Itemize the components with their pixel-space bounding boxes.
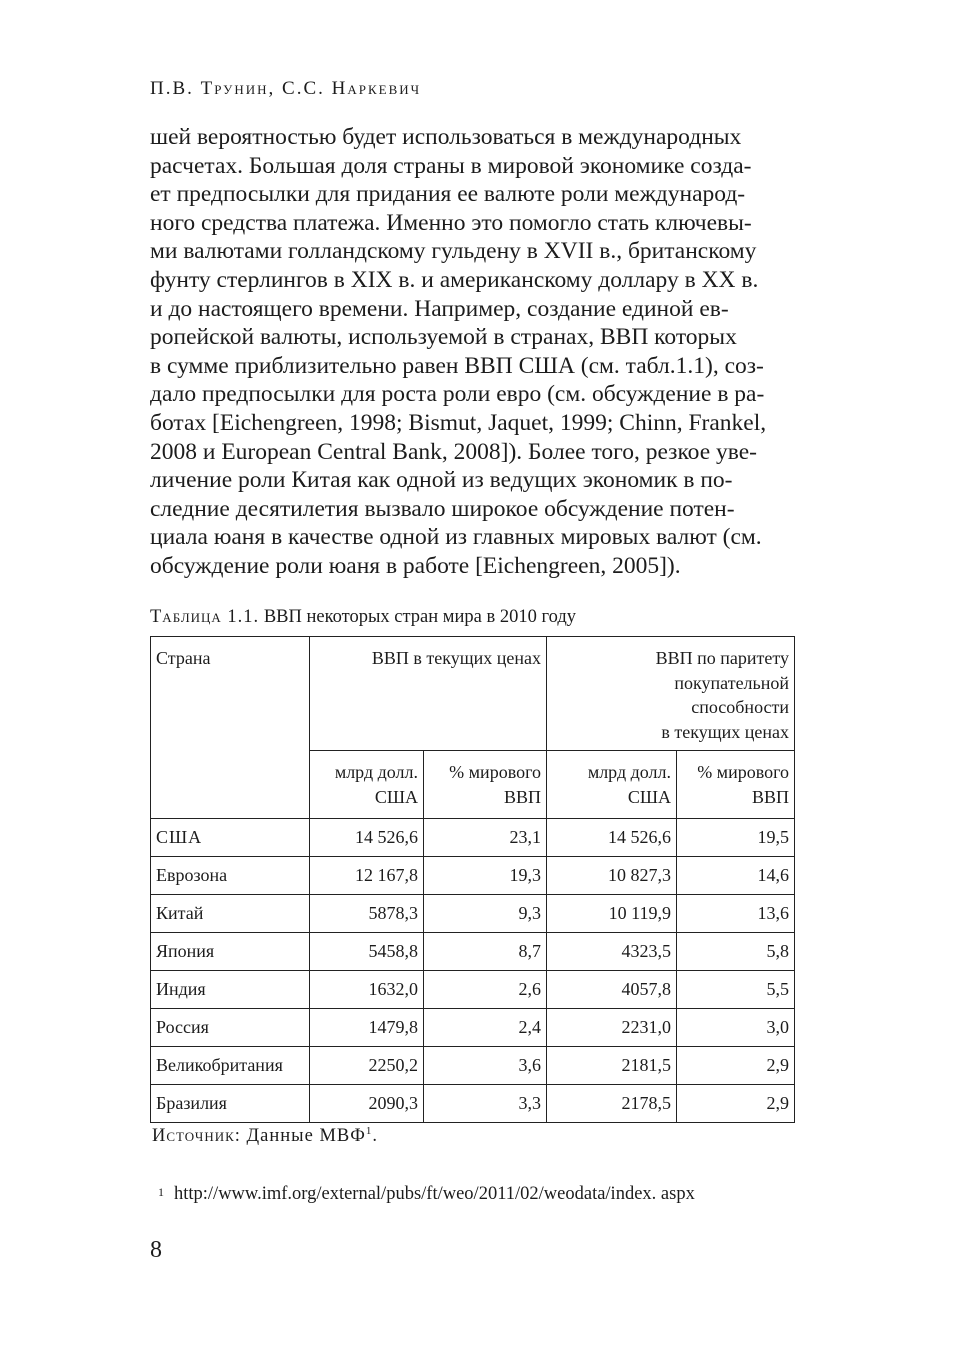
- current-bln-cell: 14 526,6: [310, 819, 424, 857]
- text-line: и до настоящего времени. Например, создание единой ев-: [150, 295, 729, 322]
- ppp-bln-cell: 10 827,3: [547, 857, 677, 895]
- text-line: ного средства платежа. Именно это помогло стать ключевы-: [150, 209, 752, 236]
- gdp-table: [150, 636, 795, 1123]
- ppp-bln-cell: 2178,5: [547, 1085, 677, 1123]
- table-row: [151, 933, 795, 971]
- subheader-pct-world: % мирового ВВП: [677, 751, 795, 819]
- body-paragraph: [150, 123, 795, 581]
- country-cell: Бразилия: [151, 1085, 310, 1123]
- text-line: ет предпосылки для придания ее валюте роли международ-: [150, 181, 746, 208]
- country-cell: Индия: [151, 971, 310, 1009]
- current-bln-cell: 1632,0: [310, 971, 424, 1009]
- country-cell: США: [151, 819, 310, 857]
- ppp-pct-cell: 19,5: [677, 819, 795, 857]
- ppp-pct-cell: 5,8: [677, 933, 795, 971]
- current-pct-cell: 3,3: [424, 1085, 547, 1123]
- text-line: в сумме приблизительно равен ВВП США (см. табл.1.1), соз-: [150, 352, 764, 379]
- running-head: П.В. Трунин, С.С. Наркевич: [150, 78, 422, 99]
- footnote: [158, 1184, 798, 1205]
- text-line: 2008 и European Central Bank, 2008]). Более того, резкое уве-: [150, 438, 757, 465]
- table-caption: [150, 607, 795, 628]
- text-line: фунту стерлингов в XIX в. и американскому доллару в XX в.: [150, 266, 759, 293]
- text-line: ропейской валюты, используемой в странах, ВВП которых: [150, 324, 737, 351]
- table-source: Источник: Данные МВФ$^1$.: [152, 1125, 378, 1147]
- text-line: личение роли Китая как одной из ведущих экономик в по-: [150, 467, 733, 494]
- text-line: шей вероятностью будет использоваться в международных: [150, 124, 742, 150]
- table-body: [151, 819, 795, 1123]
- header-country: Страна: [151, 637, 310, 819]
- header-current-prices: ВВП в текущих ценах: [310, 637, 547, 751]
- table-row: [151, 971, 795, 1009]
- current-pct-cell: 2,6: [424, 971, 547, 1009]
- text-line: следние десятилетия вызвало широкое обсуждение потен-: [150, 495, 735, 522]
- ppp-bln-cell: 4057,8: [547, 971, 677, 1009]
- current-pct-cell: 23,1: [424, 819, 547, 857]
- table-row: [151, 895, 795, 933]
- source-text: Данные: [246, 1126, 314, 1147]
- footnote-ref[interactable]: 1: [365, 1125, 373, 1137]
- ppp-pct-cell: 2,9: [677, 1047, 795, 1085]
- header-ppp: ВВП по паритету покупательной способности в текущих ценах: [547, 637, 795, 751]
- ppp-pct-cell: 3,0: [677, 1009, 795, 1047]
- table-row: [151, 1009, 795, 1047]
- current-bln-cell: 5878,3: [310, 895, 424, 933]
- text-line: ми валютами голландскому гульдену в XVII в., британскому: [150, 238, 757, 265]
- subheader-bln-usd: млрд долл. США: [547, 751, 677, 819]
- country-cell: Великобритания: [151, 1047, 310, 1085]
- country-cell: Еврозона: [151, 857, 310, 895]
- text-line: расчетах. Большая доля страны в мировой экономике созда-: [150, 152, 752, 179]
- ppp-bln-cell: 2181,5: [547, 1047, 677, 1085]
- current-bln-cell: 2250,2: [310, 1047, 424, 1085]
- table-row: [151, 1047, 795, 1085]
- country-cell: Япония: [151, 933, 310, 971]
- caption-text: ВВП некоторых стран мира в 2010 году: [263, 607, 576, 627]
- text-line: дало предпосылки для роста роли евро (см. обсуждение в ра-: [150, 381, 765, 408]
- caption-label: Таблица 1.1.: [150, 607, 260, 627]
- ppp-pct-cell: 5,5: [677, 971, 795, 1009]
- table-row: [151, 857, 795, 895]
- text-line: циала юаня в качестве одной из главных мировых валют (см.: [150, 524, 762, 551]
- footnote-mark: 1: [158, 1185, 164, 1199]
- subheader-pct-world: % мирового ВВП: [424, 751, 547, 819]
- footnote-url[interactable]: http://www.imf.org/external/pubs/ft/weo/2011/02/weodata/index. aspx: [174, 1184, 695, 1204]
- table-header-row: [151, 637, 795, 751]
- current-bln-cell: 5458,8: [310, 933, 424, 971]
- ppp-bln-cell: 2231,0: [547, 1009, 677, 1047]
- country-cell: Россия: [151, 1009, 310, 1047]
- current-bln-cell: 1479,8: [310, 1009, 424, 1047]
- current-bln-cell: 12 167,8: [310, 857, 424, 895]
- ppp-bln-cell: 4323,5: [547, 933, 677, 971]
- ppp-pct-cell: 2,9: [677, 1085, 795, 1123]
- current-pct-cell: 9,3: [424, 895, 547, 933]
- current-pct-cell: 19,3: [424, 857, 547, 895]
- ppp-bln-cell: 14 526,6: [547, 819, 677, 857]
- ppp-bln-cell: 10 119,9: [547, 895, 677, 933]
- text-line: обсуждение роли юаня в работе [Eichengreen, 2005]).: [150, 552, 681, 579]
- ppp-pct-cell: 14,6: [677, 857, 795, 895]
- current-bln-cell: 2090,3: [310, 1085, 424, 1123]
- current-pct-cell: 8,7: [424, 933, 547, 971]
- country-cell: Китай: [151, 895, 310, 933]
- current-pct-cell: 2,4: [424, 1009, 547, 1047]
- text-line: ботах [Eichengreen, 1998; Bismut, Jaquet, 1999; Chinn, Frankel,: [150, 409, 767, 436]
- ppp-pct-cell: 13,6: [677, 895, 795, 933]
- source-org: МВФ: [319, 1126, 366, 1147]
- subheader-bln-usd: млрд долл. США: [310, 751, 424, 819]
- page-number: 8: [150, 1237, 162, 1263]
- current-pct-cell: 3,6: [424, 1047, 547, 1085]
- source-label: Источник:: [152, 1126, 241, 1147]
- table-row: [151, 819, 795, 857]
- table-row: [151, 1085, 795, 1123]
